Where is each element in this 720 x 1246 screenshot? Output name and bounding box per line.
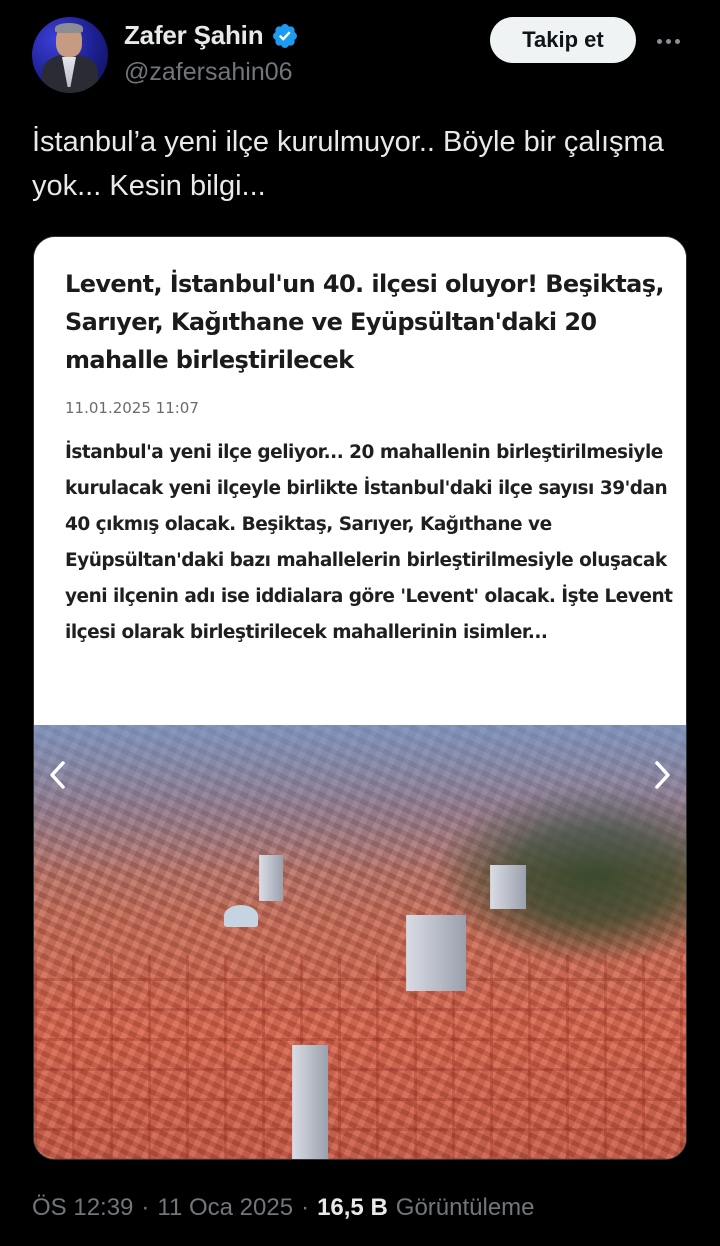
chevron-right-icon [651, 760, 673, 790]
author-handle[interactable]: @zafersahin06 [124, 58, 293, 86]
article-title: Levent, İstanbul'un 40. ilçesi oluyor! Beşiktaş, Sarıyer, Kağıthane ve Eyüpsültan'daki 20 mahalle birleştirilecek [65, 270, 664, 374]
photo-tower [490, 865, 526, 909]
views-count[interactable]: 16,5 B [317, 1194, 388, 1221]
display-name[interactable]: Zafer Şahin [124, 20, 264, 50]
more-horizontal-icon [657, 39, 662, 44]
more-horizontal-icon-dot [675, 39, 680, 44]
avatar-hair [55, 23, 83, 33]
tweet-date[interactable]: 11 Oca 2025 [157, 1194, 294, 1221]
aerial-city-photo[interactable] [34, 725, 687, 1160]
verified-badge-icon [271, 22, 299, 50]
article-screenshot[interactable] [34, 237, 687, 725]
photo-tower [292, 1045, 328, 1160]
tweet-meta [32, 1194, 535, 1222]
photo-tower [406, 915, 466, 991]
photo-mosque-dome [224, 905, 258, 927]
tweet-text: İstanbul’a yeni ilçe kurulmuyor.. Böyle bir çalışma yok... Kesin bilgi... [32, 126, 664, 202]
views-label[interactable]: Görüntüleme [395, 1194, 535, 1221]
media-carousel[interactable] [33, 236, 687, 1160]
more-horizontal-icon-dot [666, 39, 671, 44]
avatar[interactable] [32, 17, 108, 93]
meta-separator: · [301, 1194, 310, 1221]
tweet-time[interactable]: ÖS 12:39 [32, 1194, 134, 1221]
photo-roof-texture [34, 955, 687, 1160]
article-body: İstanbul'a yeni ilçe geliyor... 20 mahallenin birleştirilmesiyle kurulacak yeni ilçeyle birlikte İstanbul'daki ilçe sayısı 39'dan 40 çıkmış olacak. Beşiktaş, Sarıyer, Kağıthane ve Eyüpsültan'daki bazı mahallelerin birleştirilmesiyle oluşacak yeni ilçenin adı ise iddialara göre 'Levent' olacak. İşte Levent ilçesi olarak birleştirilecek mahallerinin isimler... [65, 442, 673, 643]
tweet-header [0, 0, 720, 100]
more-options-button[interactable] [648, 28, 688, 54]
follow-button[interactable]: Takip et [490, 17, 636, 63]
carousel-next-button[interactable] [642, 755, 682, 795]
article-date: 11.01.2025 11:07 [65, 399, 199, 417]
meta-separator: · [141, 1194, 150, 1221]
carousel-prev-button[interactable] [38, 755, 78, 795]
author-name-row[interactable] [124, 20, 299, 51]
chevron-left-icon [47, 760, 69, 790]
photo-tower [259, 855, 283, 901]
